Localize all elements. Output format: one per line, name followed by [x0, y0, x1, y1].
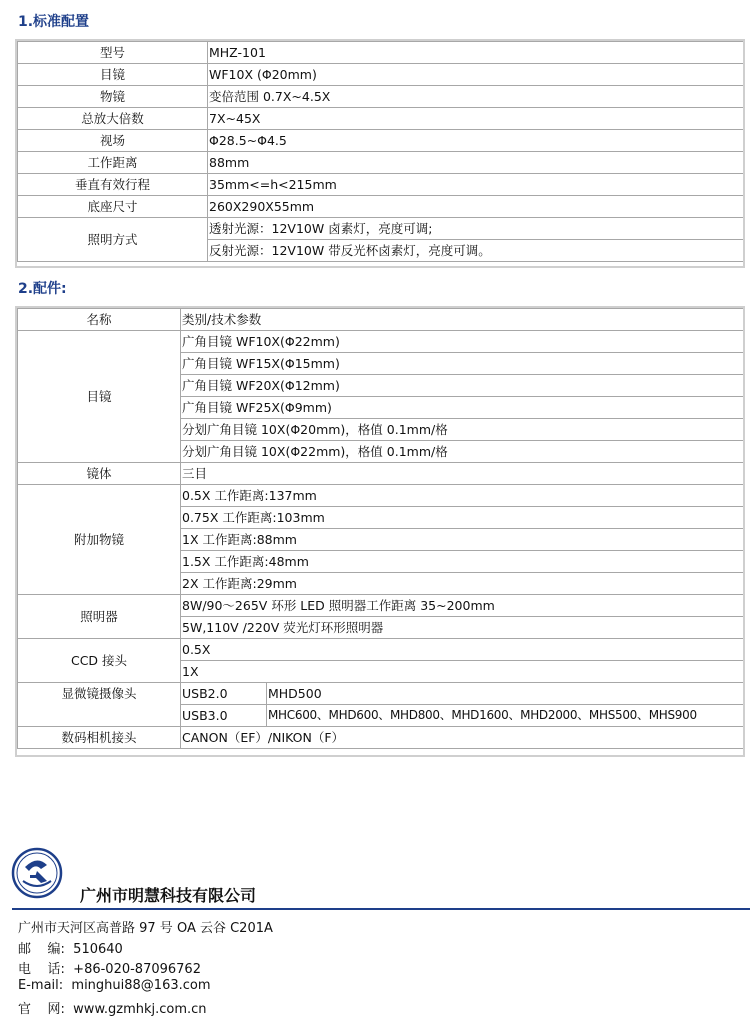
param-cell: 广角目镜 WF25X(Φ9mm)	[181, 397, 744, 419]
spec-value: MHZ-101	[208, 42, 744, 64]
spec-label: 物镜	[18, 86, 208, 108]
table-row	[18, 595, 744, 617]
param-cell: 8W/90～265V 环形 LED 照明器工作距离 35~200mm	[181, 595, 744, 617]
table-row	[18, 152, 744, 174]
param-cell: 0.5X	[181, 639, 744, 661]
postcode-text: 邮 编: 510640	[18, 942, 123, 957]
table-row	[18, 218, 744, 240]
spec-label: 底座尺寸	[18, 196, 208, 218]
category-label: 目镜	[18, 331, 181, 463]
param-cell: 1X 工作距离:88mm	[181, 529, 744, 551]
spec-value: 反射光源：12V10W 带反光杯卤素灯，亮度可调。	[208, 240, 744, 262]
accessories-table	[17, 308, 744, 749]
header-name: 名称	[18, 309, 181, 331]
spec-value: 变倍范围 0.7X~4.5X	[208, 86, 744, 108]
table-row	[18, 309, 744, 331]
address-text: 广州市天河区高普路 97 号 OA 云谷 C201A	[18, 921, 273, 936]
category-label: 数码相机接头	[18, 727, 181, 749]
spec-value: 88mm	[208, 152, 744, 174]
table-row	[18, 331, 744, 353]
company-logo-icon	[11, 847, 63, 899]
standard-config-table	[17, 41, 744, 262]
param-cell: 5W,110V /220V 荧光灯环形照明器	[181, 617, 744, 639]
param-cell: 广角目镜 WF10X(Φ22mm)	[181, 331, 744, 353]
spec-value: 7X~45X	[208, 108, 744, 130]
param-cell: CANON（EF）/NIKON（F）	[181, 727, 744, 749]
email-text[interactable]: E-mail: minghui88@163.com	[18, 978, 211, 993]
spec-value: 260X290X55mm	[208, 196, 744, 218]
spec-value: 35mm<=h<215mm	[208, 174, 744, 196]
spec-label: 目镜	[18, 64, 208, 86]
spec-value: WF10X (Φ20mm)	[208, 64, 744, 86]
table-row	[18, 463, 744, 485]
param-cell: 2X 工作距离:29mm	[181, 573, 744, 595]
table-row	[18, 86, 744, 108]
camera-models: MHD500	[267, 683, 744, 705]
category-label: 照明器	[18, 595, 181, 639]
category-label: 镜体	[18, 463, 181, 485]
spec-label: 视场	[18, 130, 208, 152]
category-label: 显微镜摄像头	[18, 683, 181, 727]
table-row	[18, 683, 744, 705]
table-row	[18, 130, 744, 152]
param-cell: 广角目镜 WF20X(Φ12mm)	[181, 375, 744, 397]
spec-label: 型号	[18, 42, 208, 64]
param-cell: 1.5X 工作距离:48mm	[181, 551, 744, 573]
phone-text: 电 话: +86-020-87096762	[18, 962, 201, 977]
spec-value: Φ28.5~Φ4.5	[208, 130, 744, 152]
section-title-standard: 1.标准配置	[18, 14, 90, 30]
table-row	[18, 485, 744, 507]
table-row	[18, 64, 744, 86]
camera-type: USB3.0	[181, 705, 267, 727]
param-cell: 分划广角目镜 10X(Φ22mm)，格值 0.1mm/格	[181, 441, 744, 463]
company-name: 广州市明慧科技有限公司	[80, 886, 257, 905]
spec-value: 透射光源：12V10W 卤素灯，亮度可调;	[208, 218, 744, 240]
param-cell: 1X	[181, 661, 744, 683]
table-row	[18, 196, 744, 218]
table-row	[18, 727, 744, 749]
spec-label: 照明方式	[18, 218, 208, 262]
camera-type: USB2.0	[181, 683, 267, 705]
category-label: CCD 接头	[18, 639, 181, 683]
header-params: 类别/技术参数	[181, 309, 744, 331]
section-title-accessories: 2.配件:	[18, 281, 67, 297]
table-row	[18, 639, 744, 661]
spec-label: 总放大倍数	[18, 108, 208, 130]
param-cell: 广角目镜 WF15X(Φ15mm)	[181, 353, 744, 375]
param-cell: 0.75X 工作距离:103mm	[181, 507, 744, 529]
camera-models: MHC600、MHD600、MHD800、MHD1600、MHD2000、MHS500、MHS900	[267, 705, 744, 727]
table-row	[18, 108, 744, 130]
param-cell: 0.5X 工作距离:137mm	[181, 485, 744, 507]
table-row	[18, 174, 744, 196]
website-link[interactable]: 官 网: www.gzmhkj.com.cn	[18, 1002, 207, 1017]
param-cell: 三目	[181, 463, 744, 485]
table-row	[18, 42, 744, 64]
param-cell: 分划广角目镜 10X(Φ20mm)，格值 0.1mm/格	[181, 419, 744, 441]
footer-divider	[12, 908, 750, 910]
spec-label: 垂直有效行程	[18, 174, 208, 196]
spec-label: 工作距离	[18, 152, 208, 174]
category-label: 附加物镜	[18, 485, 181, 595]
